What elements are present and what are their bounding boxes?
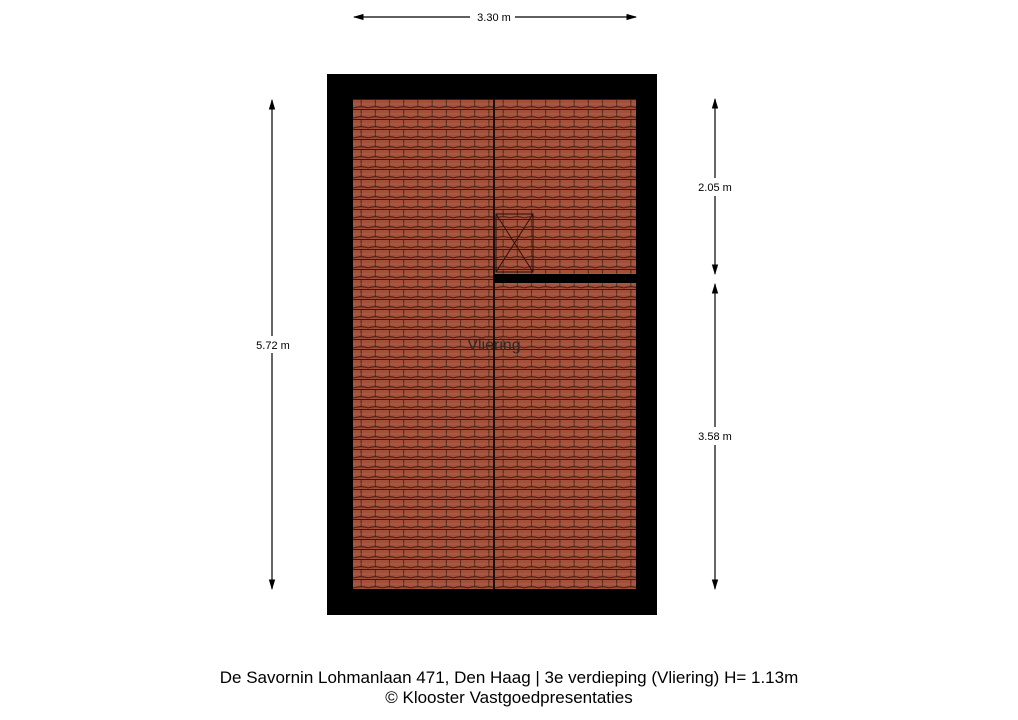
caption-copyright: © Klooster Vastgoedpresentaties [385, 688, 633, 707]
dimension-right-upper [698, 99, 732, 274]
interior-wall [494, 274, 636, 283]
dimension-height-label: 5.72 m [256, 340, 290, 352]
dimension-upper-label: 2.05 m [698, 182, 732, 194]
caption-address: De Savornin Lohmanlaan 471, Den Haag | 3e verdieping (Vliering) H= 1.13m [219, 668, 799, 687]
dimension-left [256, 100, 290, 589]
dimension-top [354, 12, 636, 24]
dimension-right-lower [698, 284, 732, 589]
dimension-width-label: 3.30 m [477, 12, 511, 24]
room-label: Vliering [467, 337, 521, 354]
dimension-lower-label: 3.58 m [698, 431, 732, 443]
